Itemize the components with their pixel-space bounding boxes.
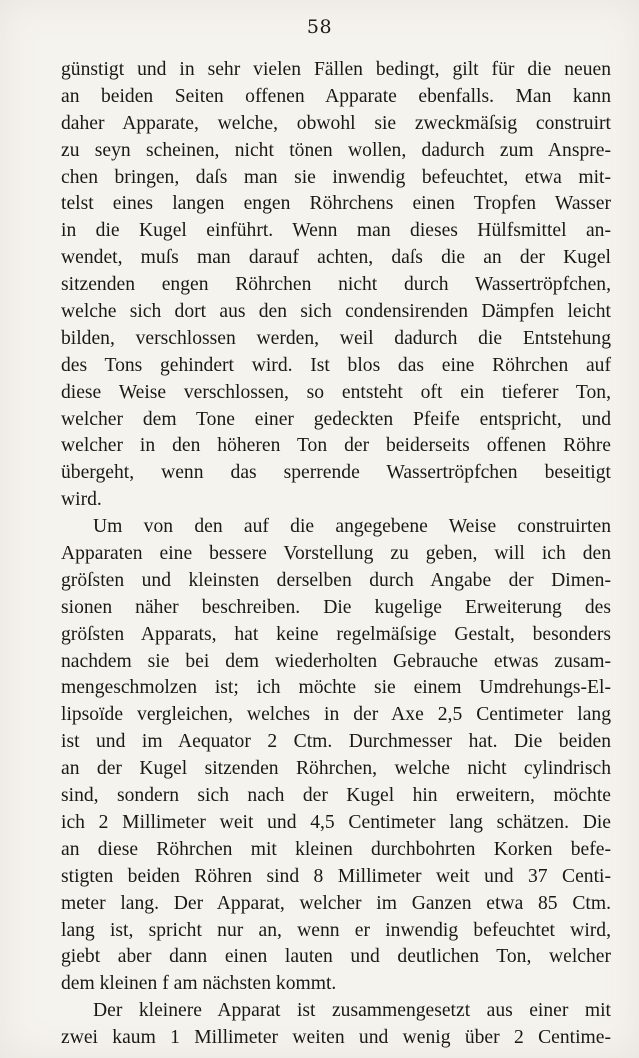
text-line: zu seyn scheinen, nicht tönen wollen, dadurch zum Anspre- <box>61 139 611 161</box>
text-line: dem kleinen f am nächsten kommt. <box>61 973 337 995</box>
text-line: in die Kugel einführt. Wenn man dieses Hülfsmittel an- <box>61 220 611 242</box>
body-text <box>61 57 611 1052</box>
text-line: gröſsten und kleinsten derselben durch Angabe der Dimen- <box>61 569 611 591</box>
text-line: giebt aber dann einen lauten und deutlichen Ton, welcher <box>61 946 611 968</box>
text-line: lang ist, spricht nur an, wenn er inwendig befeuchtet wird, <box>61 919 611 941</box>
page-number: 58 <box>306 16 333 38</box>
text-line: sitzenden engen Röhrchen nicht durch Wassertröpfchen, <box>61 274 611 296</box>
text-line: Apparaten eine bessere Vorstellung zu geben, will ich den <box>61 543 611 565</box>
text-line: lipsoïde vergleichen, welches in der Axe 2,5 Centimeter lang <box>61 704 611 726</box>
text-line: welcher in den höheren Ton der beiderseits offenen Röhre <box>61 435 611 457</box>
text-line: übergeht, wenn das sperrende Wassertröpfchen beseitigt <box>61 462 611 484</box>
text-line: nachdem sie bei dem wiederholten Gebrauche etwas zusam- <box>61 650 611 672</box>
text-line: wendet, muſs man darauf achten, daſs die an der Kugel <box>61 247 611 269</box>
text-line: daher Apparate, welche, obwohl sie zweckmäſsig construirt <box>61 112 611 134</box>
text-line: ich 2 Millimeter weit und 4,5 Centimeter lang schätzen. Die <box>61 811 611 833</box>
text-line: sind, sondern sich nach der Kugel hin erweitern, möchte <box>61 785 611 807</box>
text-line: bilden, verschlossen werden, weil dadurch die Entstehung <box>61 327 611 349</box>
text-line: an beiden Seiten offenen Apparate ebenfalls. Man kann <box>61 85 611 107</box>
text-line: telst eines langen engen Röhrchens einen Tropfen Wasser <box>61 193 611 215</box>
text-line: wird. <box>61 489 102 511</box>
text-line: an der Kugel sitzenden Röhrchen, welche nicht cylindrisch <box>61 758 611 780</box>
text-line: meter lang. Der Apparat, welcher im Ganzen etwa 85 Ctm. <box>61 892 611 914</box>
text-line: welche sich dort aus den sich condensirenden Dämpfen leicht <box>61 301 611 323</box>
text-line: mengeschmolzen ist; ich möchte sie einem Umdrehungs-El- <box>61 677 611 699</box>
text-line: diese Weise verschlossen, so entsteht oft ein tieferer Ton, <box>61 381 611 403</box>
text-line: günstigt und in sehr vielen Fällen bedingt, gilt für die neuen <box>61 59 611 80</box>
text-line: an diese Röhrchen mit kleinen durchbohrten Korken befe- <box>61 838 611 860</box>
text-line: Um von den auf die angegebene Weise construirten <box>93 516 611 538</box>
text-line: ist und im Aequator 2 Ctm. Durchmesser hat. Die beiden <box>61 731 611 753</box>
text-line: Der kleinere Apparat ist zusammengesetzt aus einer mit <box>93 1000 611 1022</box>
text-line: zwei kaum 1 Millimeter weiten und wenig über 2 Centime- <box>61 1027 611 1049</box>
text-line: chen bringen, daſs man sie inwendig befeuchtet, etwa mit- <box>61 166 611 188</box>
text-line: sionen näher beschreiben. Die kugelige Erweiterung des <box>61 596 611 618</box>
text-line: stigten beiden Röhren sind 8 Millimeter weit und 37 Centi- <box>61 865 611 887</box>
text-line: gröſsten Apparats, hat keine regelmäſsige Gestalt, besonders <box>61 623 611 645</box>
text-line: des Tons gehindert wird. Ist blos das eine Röhrchen auf <box>61 354 611 376</box>
text-line: welcher dem Tone einer gedeckten Pfeife entspricht, und <box>61 408 611 430</box>
